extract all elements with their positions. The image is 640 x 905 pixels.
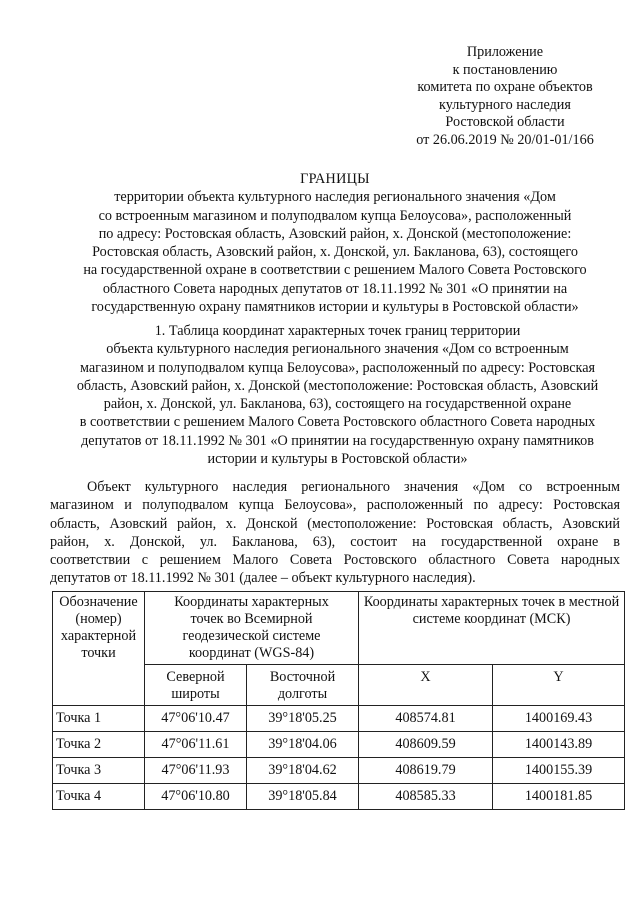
table-row bbox=[53, 758, 625, 784]
cell-east: 39°18'04.06 bbox=[247, 732, 359, 758]
cell-point: Точка 1 bbox=[53, 706, 145, 732]
table-caption-line: район, х. Донской, ул. Бакланова, 63), состоящего на государственной охране bbox=[103, 396, 572, 413]
table-caption bbox=[50, 322, 625, 468]
document-title bbox=[50, 170, 620, 316]
description-line: соответствии с решением Малого Совета Ростовского областного Совета народных bbox=[50, 552, 620, 569]
header-x: X bbox=[359, 665, 493, 706]
header-east: Восточной долготы bbox=[247, 665, 359, 706]
title-line: со встроенным магазином и полуподвалом купца Белоусова», расположенный bbox=[98, 207, 572, 224]
table-row bbox=[53, 706, 625, 732]
cell-x: 408585.33 bbox=[359, 784, 493, 810]
table-caption-line: объекта культурного наследия регионального значения «Дом со встроенным bbox=[106, 341, 569, 358]
cell-y: 1400143.89 bbox=[493, 732, 625, 758]
title-heading: ГРАНИЦЫ bbox=[300, 171, 370, 187]
cell-y: 1400169.43 bbox=[493, 706, 625, 732]
appendix-line: комитета по охране объектов bbox=[417, 79, 593, 95]
title-line: на государственной охране в соответствии с решением Малого Совета Ростовского bbox=[83, 262, 587, 279]
description-line: область, Азовский район, х. Донской (местоположение: Ростовская область, Азовский bbox=[50, 515, 620, 532]
cell-point: Точка 2 bbox=[53, 732, 145, 758]
cell-north: 47°06'10.47 bbox=[145, 706, 247, 732]
table-row bbox=[53, 732, 625, 758]
appendix-line: от 26.06.2019 № 20/01-01/166 bbox=[416, 131, 594, 148]
header-designation: Обозначение (номер) характерной точки bbox=[53, 592, 145, 706]
appendix-line: к постановлению bbox=[452, 61, 558, 78]
appendix-line: Приложение bbox=[466, 44, 544, 60]
appendix-line: культурного наследия bbox=[439, 96, 571, 113]
table-caption-line: истории и культуры в Ростовской области» bbox=[207, 451, 468, 468]
cell-x: 408609.59 bbox=[359, 732, 493, 758]
title-line: по адресу: Ростовская область, Азовский район, х. Донской (местоположение: bbox=[98, 225, 572, 242]
description-line: район, х. Донской, ул. Бакланова, 63), состоит на государственной охране в bbox=[50, 533, 620, 550]
table-header-row bbox=[53, 592, 625, 665]
object-description bbox=[50, 478, 620, 588]
cell-north: 47°06'11.93 bbox=[145, 758, 247, 784]
cell-east: 39°18'04.62 bbox=[247, 758, 359, 784]
title-line: государственную охрану памятников истории и культуры в Ростовской области» bbox=[91, 299, 579, 316]
appendix-header bbox=[380, 44, 630, 149]
cell-point: Точка 4 bbox=[53, 784, 145, 810]
table-caption-line: депутатов от 18.11.1992 № 301 «О принятии на государственную охрану памятников bbox=[81, 432, 594, 449]
title-line: Ростовская область, Азовский район, х. Донской, ул. Бакланова, 63), состоящего bbox=[92, 244, 578, 261]
description-line: депутатов от 18.11.1992 № 301 (далее – объект культурного наследия). bbox=[50, 570, 476, 587]
title-line: областного Совета народных депутатов от 18.11.1992 № 301 «О принятии на bbox=[102, 280, 568, 297]
cell-north: 47°06'11.61 bbox=[145, 732, 247, 758]
header-msk: Координаты характерных точек в местной системе координат (МСК) bbox=[359, 592, 625, 665]
table-caption-line: 1. Таблица координат характерных точек границ территории bbox=[154, 323, 521, 339]
header-y: Y bbox=[493, 665, 625, 706]
header-wgs: Координаты характерных точек во Всемирной геодезической системе координат (WGS-84) bbox=[145, 592, 359, 665]
cell-y: 1400155.39 bbox=[493, 758, 625, 784]
table-caption-line: область, Азовский район, х. Донской (местоположение: Ростовская область, Азовский bbox=[76, 377, 599, 394]
cell-point: Точка 3 bbox=[53, 758, 145, 784]
table-row bbox=[53, 784, 625, 810]
header-north: Северной широты bbox=[145, 665, 247, 706]
cell-x: 408619.79 bbox=[359, 758, 493, 784]
table-caption-line: магазином и полуподвалом купца Белоусова», расположенный по адресу: Ростовская bbox=[79, 359, 596, 376]
cell-y: 1400181.85 bbox=[493, 784, 625, 810]
appendix-line: Ростовской области bbox=[445, 114, 565, 130]
cell-x: 408574.81 bbox=[359, 706, 493, 732]
description-line: магазином и полуподвалом купца Белоусова», расположенный по адресу: Ростовская bbox=[50, 497, 620, 514]
cell-east: 39°18'05.84 bbox=[247, 784, 359, 810]
cell-east: 39°18'05.25 bbox=[247, 706, 359, 732]
description-line: Объект культурного наследия регионального значения «Дом со встроенным bbox=[87, 479, 620, 495]
table-caption-line: в соответствии с решением Малого Совета Ростовского областного Совета народных bbox=[79, 414, 596, 431]
coordinates-table bbox=[52, 591, 625, 810]
title-line: территории объекта культурного наследия регионального значения «Дом bbox=[114, 189, 556, 206]
cell-north: 47°06'10.80 bbox=[145, 784, 247, 810]
